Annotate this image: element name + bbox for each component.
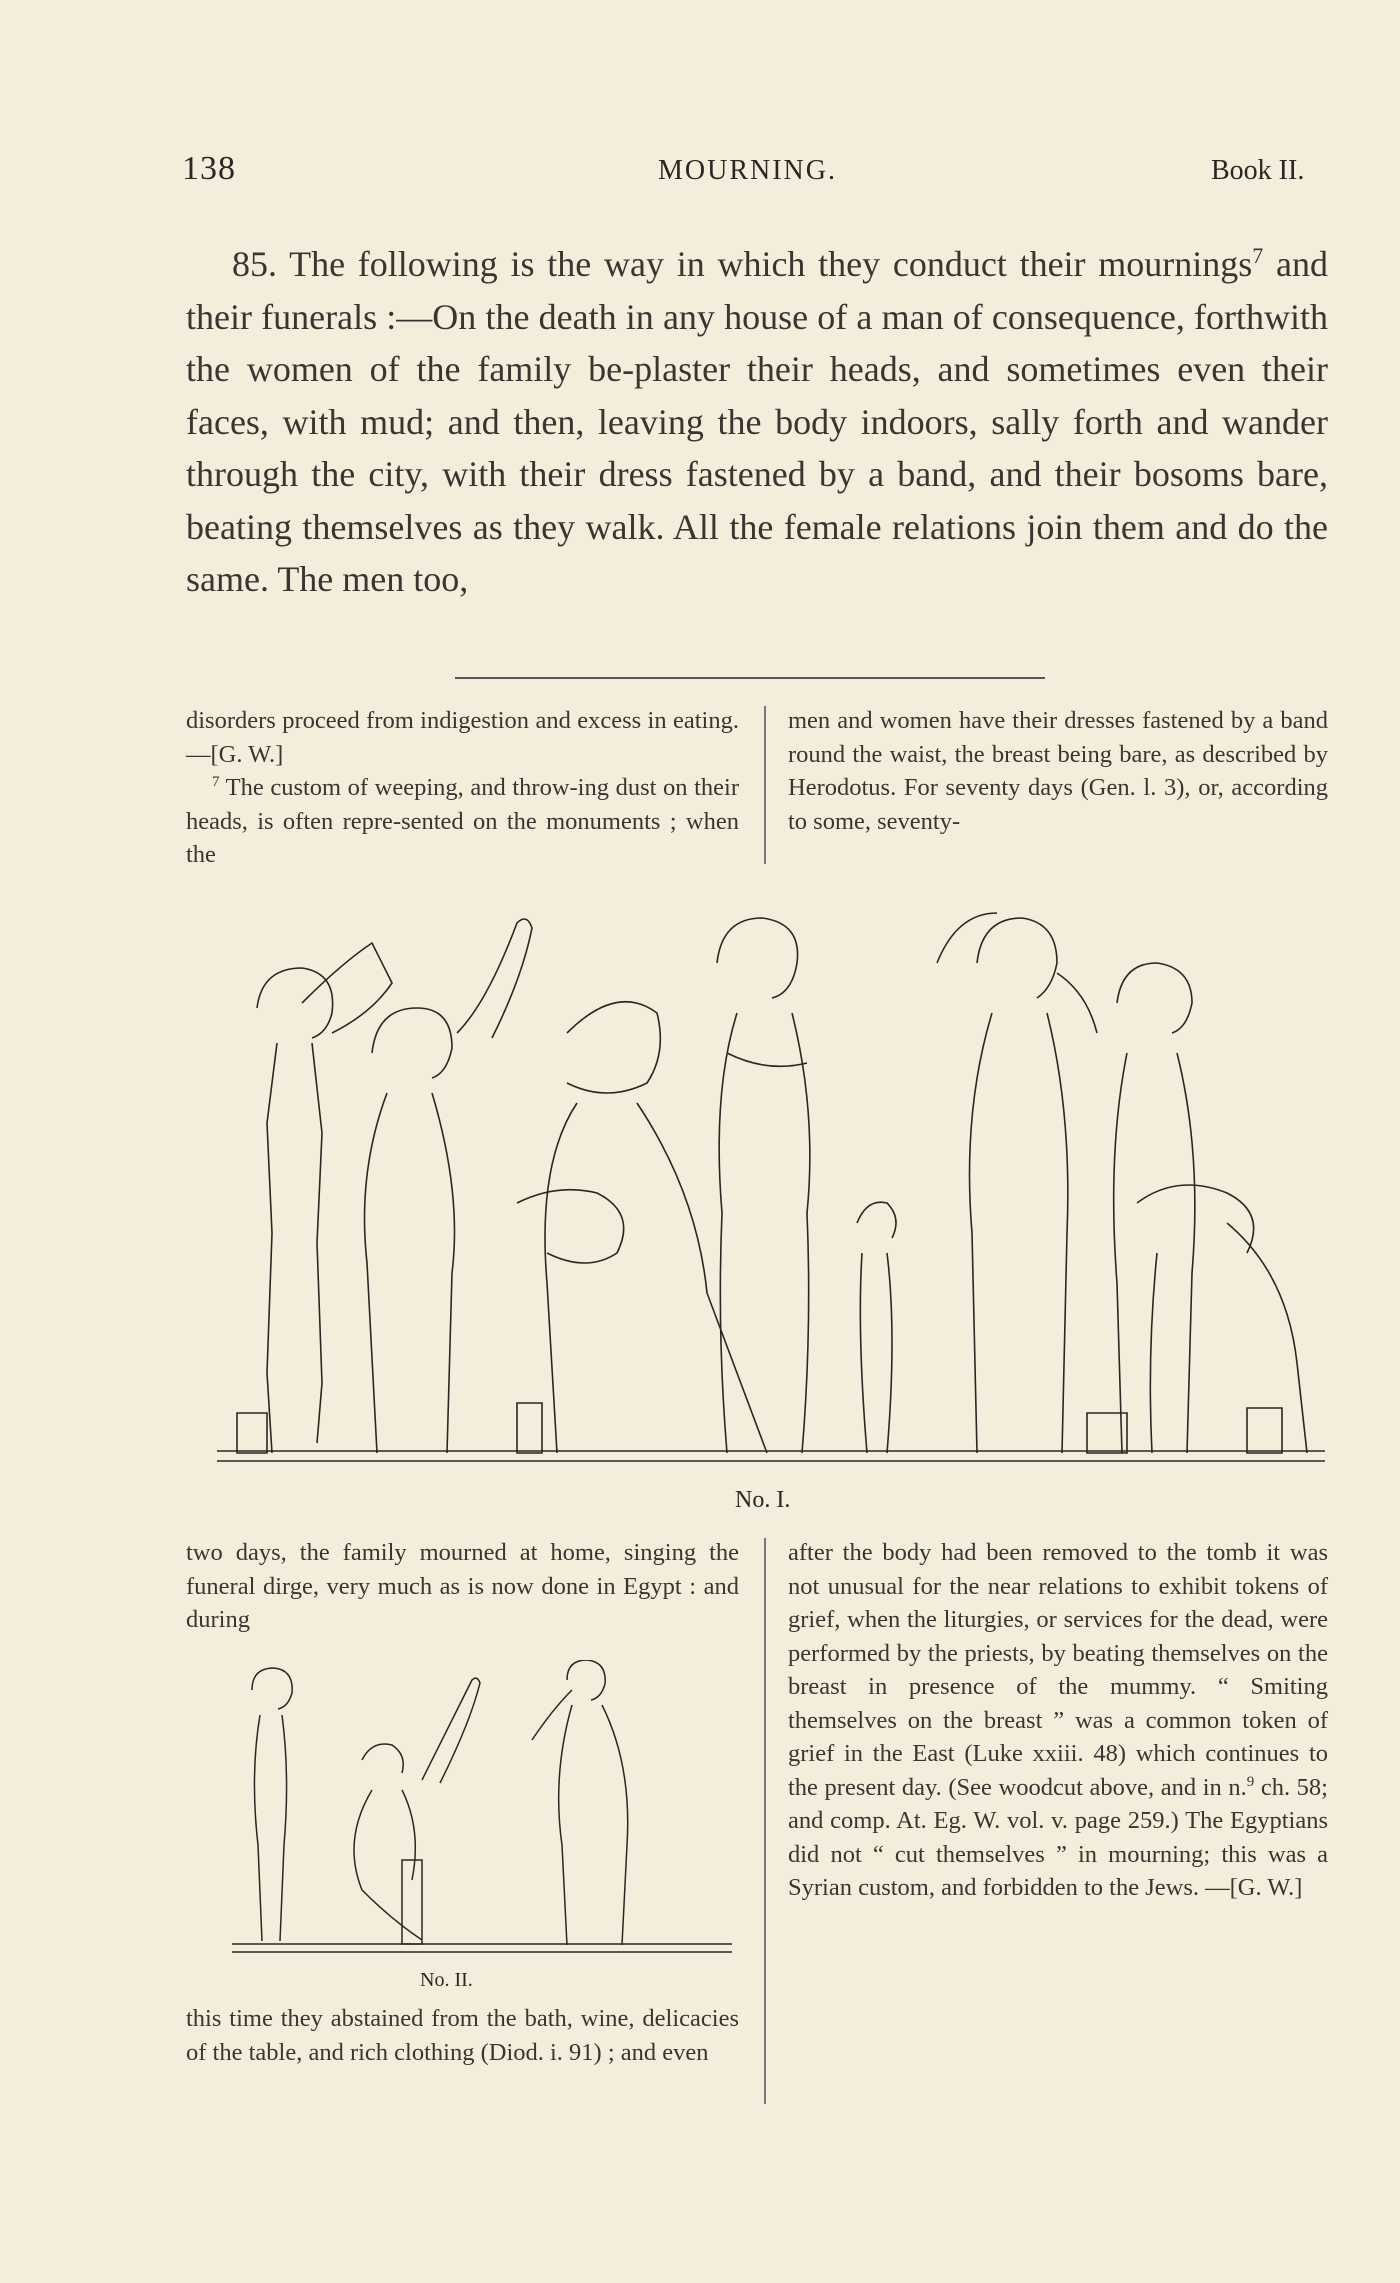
note-bottom-right-part1: after the body had been removed to the tomb it was not unusual for the near relations to exhibit tokens of grief, when the liturgies, or services for the dead, were performed by the priests, by beating themselves on the breast in presence of the mummy. “ Smiting themselves on the breast ” was a common token of grief in the East (Luke xxiii. 48) which continues to the present day. (See woodcut above, and in n.	[788, 1539, 1328, 1801]
note-bottom-right-ref: 9	[1246, 1773, 1255, 1790]
note-bottom-left-top: two days, the family mourned at home, singing the funeral dirge, very much as is now done in Egypt : and during	[186, 1539, 739, 1633]
figure-caption-no-2: No. II.	[420, 1969, 473, 1991]
note-top-left	[186, 704, 739, 872]
note-bottom-right-part2: ch. 58; and comp. At. Eg. W. vol. v. page 259.) The Egyptians did not “ cut themselves ” in mourning; this was a Syrian custom, and forbidden to the Jews. —[G. W.]	[788, 1773, 1328, 1901]
note-column-divider-top	[764, 706, 766, 864]
note-7-ref: 7	[212, 773, 220, 790]
footnote-rule	[455, 677, 1045, 679]
footnote-ref-7: 7	[1252, 243, 1264, 268]
section-85-rest: and their funerals :—On the death in any house of a man of consequence, forthwith the women of the family be-plaster their heads, and sometimes even their faces, with mud; and then, leaving the body indoors, sally forth and wander through the city, with their dress fastened by a band, and their bosoms bare, beating themselves as they walk. All the female relations join them and do the same. The men too,	[186, 244, 1328, 599]
note-top-left-line1: disorders proceed from indigestion and excess in eating.—[G. W.]	[186, 707, 739, 768]
figure-caption-no-1: No. I.	[735, 1487, 791, 1513]
note-bottom-right	[788, 1536, 1328, 1905]
note-top-right: men and women have their dresses fastened by a band round the waist, the breast being bare, as described by Herodotus. For seventy days (Gen. l. 3), or, according to some, seventy-	[788, 707, 1328, 835]
mourning-figure-small	[232, 1660, 732, 1960]
mourning-women-figure-large	[217, 903, 1325, 1468]
note-7-text	[186, 771, 739, 872]
note-bottom-left-bottom: this time they abstained from the bath, wine, delicacies of the table, and rich clothing (Diod. i. 91) ; and even	[186, 2005, 739, 2066]
main-text	[186, 238, 1328, 606]
note-7-body: The custom of weeping, and throw-ing dust on their heads, is often repre-sented on the monuments ; when the	[186, 774, 739, 868]
running-title: MOURNING.	[658, 155, 837, 186]
note-column-divider-bottom	[764, 1538, 766, 2104]
section-85-paragraph	[186, 238, 1328, 606]
page-number: 138	[182, 150, 236, 187]
book-label: Book II.	[1211, 155, 1305, 186]
section-85-start: 85. The following is the way in which they conduct their mournings	[232, 244, 1253, 284]
